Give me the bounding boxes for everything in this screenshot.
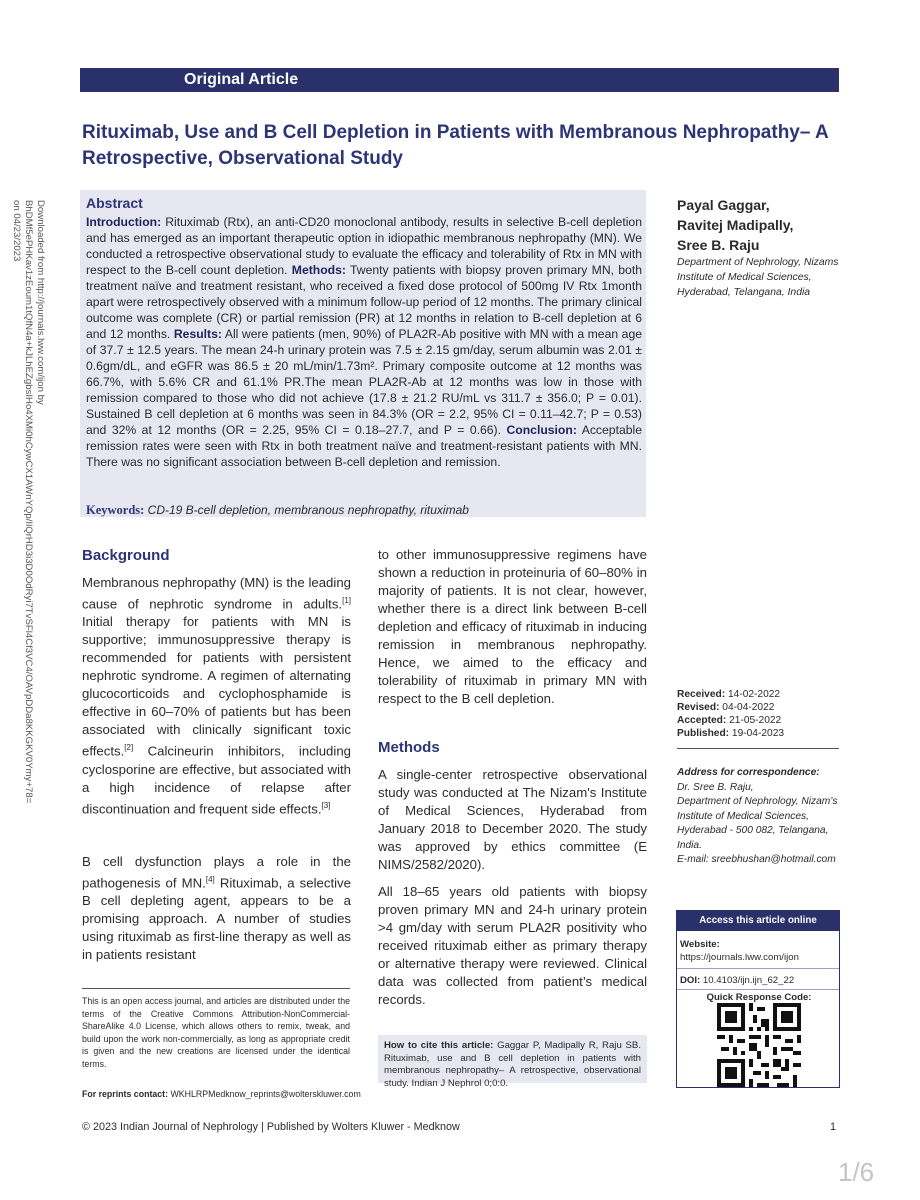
methods-paragraph-2: All 18–65 years old patients with biopsy proven primary MN and 24-h urinary protein >4 gm/day with serum PLA2R positivity who received rituximab either as primary therapy or alternative therapy were reviewed. Clinical data was collected from patient’s medical records. <box>378 884 647 1007</box>
correspondence-address: Department of Nephrology, Nizam’s Institute of Medical Sciences, Hyderabad - 500 082, Telangana, India. <box>677 796 838 851</box>
author-name: Sree B. Raju <box>677 237 760 253</box>
abstract-heading: Abstract <box>86 195 143 211</box>
reprints-contact <box>82 1089 361 1099</box>
reprints-label: For reprints contact: <box>82 1089 169 1099</box>
background-continued: to other immunosuppressive regimens have shown a reduction in proteinuria of 60–80% in majority of patients. It is not clear, however, whether there is a direct link between B-cell depletion and efficacy of rituximab in inducing remission in membranous nephropathy. Hence, we aimed to the efficacy and tolerability of rituximab in primary MN with respect to the B cell depletion. <box>378 547 647 706</box>
access-heading: Access this article online <box>677 911 839 931</box>
date-label: Received: <box>677 689 726 700</box>
background-paragraph-2 <box>82 853 351 964</box>
citation-ref[interactable]: [1] <box>342 596 351 605</box>
author-affiliation: Department of Nephrology, Nizams Institute of Medical Sciences, Hyderabad, Telangana, India <box>677 257 839 298</box>
date-label: Revised: <box>677 702 720 713</box>
received-date <box>677 688 784 701</box>
page-indicator: 1/6 <box>838 1157 875 1187</box>
author-name: Payal Gaggar, <box>677 197 770 213</box>
date-value: 04-04-2022 <box>719 702 775 713</box>
doi-link[interactable]: 10.4103/ijn.ijn_62_22 <box>700 975 795 986</box>
text-run: Initial therapy for patients with MN is supportive; immunosuppressive therapy is recommended for patients with persistent nephrotic syndrome. A regimen of alternating glucocorticoids and cyclophosphamide is effective in 60–70% of patients but has been associated with clinically significant toxic effects. <box>82 614 351 759</box>
date-value: 21-05-2022 <box>726 715 782 726</box>
text-run: B cell dysfunction plays a role in the pathogenesis of MN. <box>82 854 351 891</box>
text-run: Rituximab, a selective B cell depleting agent, appears to be a promising approach. A number of studies using rituximab as first-line therapy as well as in patients resistant <box>82 875 351 963</box>
intro-label: Introduction: <box>86 215 162 229</box>
citation-text: Gaggar P, Madipally R, Raju SB. Rituximab, use and B cell depletion in patients with membranous nephropathy– A retrospective, observational study. Indian J Nephrol 0;0:0. <box>384 1040 641 1089</box>
access-separator <box>677 968 839 969</box>
correspondence <box>677 766 847 868</box>
methods-text: Twenty patients with biopsy proven primary MN, both treatment naïve and treatment resistant, who received a fixed dose protocol of 500mg IV Rtx 1month apart were retrospectively observed with a minimum follow-up period of 12 months. The primary clinical outcome was complete (CR) or partial remission (PR) at 12 months in relation to B-cell depletion at 6 and 12 months. <box>86 263 642 341</box>
access-website <box>680 938 838 964</box>
keywords <box>86 503 469 518</box>
citation-ref[interactable]: [3] <box>321 800 331 810</box>
date-value: 14-02-2022 <box>725 689 781 700</box>
keywords-label: Keywords: <box>86 503 145 517</box>
qr-label: Quick Response Code: <box>706 992 812 1003</box>
published-date <box>677 727 784 740</box>
date-value: 19-04-2023 <box>729 728 785 739</box>
reprints-email[interactable]: WKHLRPMedknow_reprints@wolterskluwer.com <box>168 1089 361 1099</box>
date-label: Published: <box>677 728 730 739</box>
results-text: All were patients (men, 90%) of PLA2R-Ab positive with MN with a mean age of 37.7 ± 12.5 years. The mean 24-h urinary protein was 7.5 ± 2.15 gm/day, serum albumin was 2.01 ± 0.6gm/dL, and eGFR was 86.5 ± 20 mL/min/1.73m². Primary composite outcome at 12 months was 66.7%, with 5.6% CR and 61.1% PR.The mean PLA2R-Ab at 12 months was low in those with remission compared to those who did not achieve (17.8 ± 21.2 RU/mL vs 311.7 ± 356.0; P = 0.01). Sustained B cell depletion at 6 months was seen in 84.3% (OR = 2.2, 95% CI = 0.11–42.7; P = 0.53) and 32% at 12 months (OR = 2.25, 95% CI = 0.18–27.7, and P = 0.66). <box>86 327 643 437</box>
conclusion-text: Acceptable remission rates were seen with Rtx in both treatment naïve and treatment-resistant patients with MN. There was no significant association between B-cell depletion and remission. <box>86 423 642 469</box>
page-number: 1 <box>830 1121 837 1133</box>
citation-label: How to cite this article: <box>384 1040 494 1051</box>
rail-divider <box>677 748 839 749</box>
keywords-text: CD-19 B-cell depletion, membranous nephropathy, rituximab <box>147 503 469 517</box>
accepted-date <box>677 714 784 727</box>
website-link[interactable]: https://journals.lww.com/ijon <box>680 952 799 963</box>
footnote-divider <box>82 988 350 989</box>
citation-ref[interactable]: [4] <box>205 875 215 884</box>
results-label: Results: <box>173 327 222 341</box>
access-separator <box>677 989 839 990</box>
author-name: Ravitej Madipally, <box>677 217 794 233</box>
date-label: Accepted: <box>677 715 727 726</box>
section-label: Original Article <box>184 71 299 88</box>
author-list <box>677 195 793 255</box>
download-watermark: Downloaded from http://journals.lww.com/ijon by BhDMf5ePHKav1zEoum1tQfN4a+kJLhEZgbsIHo4XMi0hCywCX1AWnYQp/IlQrHD3i3D0OdRyi7TvSFl4Cf3VC4/OAVpDDa8KKGKV0Ymy+78= on 04/23/2023 <box>11 200 46 804</box>
methods-heading: Methods <box>378 739 440 756</box>
copyright-footer: © 2023 Indian Journal of Nephrology | Published by Wolters Kluwer - Medknow <box>82 1121 460 1133</box>
conclusion-label: Conclusion: <box>506 423 577 437</box>
methods-label: Methods: <box>291 263 346 277</box>
background-heading: Background <box>82 547 170 564</box>
doi-label: DOI: <box>680 975 701 986</box>
abstract-body <box>86 214 642 470</box>
text-run: Calcineurin inhibitors, including cyclosporine are effective, but associated with a high incidence of relapse after discontinuation and frequent side effects. <box>82 743 351 817</box>
revised-date <box>677 701 784 714</box>
license-text: This is an open access journal, and articles are distributed under the terms of the Creative Commons Attribution-NonCommercial-ShareAlike 4.0 License, which allows others to remix, tweak, and build upon the work non-commercially, as long as appropriate credit is given and the new creations are licensed under the identical terms. <box>82 996 350 1069</box>
access-doi <box>680 974 838 987</box>
correspondence-name: Dr. Sree B. Raju, <box>677 781 754 793</box>
citation-box <box>378 1035 647 1089</box>
correspondence-label: Address for correspondence: <box>677 767 820 778</box>
website-label: Website: <box>680 939 720 950</box>
qr-code-icon[interactable] <box>717 1003 801 1087</box>
text-run: Membranous nephropathy (MN) is the leading cause of nephrotic syndrome in adults. <box>82 575 351 612</box>
citation-ref[interactable]: [2] <box>124 743 134 753</box>
intro-text: Rituximab (Rtx), an anti-CD20 monoclonal antibody, results in selective B-cell depletion and has emerged as an important therapeutic option in idiopathic membranous nephropathy (MN). We conducted a retrospective observational study to evaluate the efficacy and tolerability of Rtx in MN with respect to the B-cell count depletion. <box>86 215 642 277</box>
correspondence-email[interactable]: E-mail: sreebhushan@hotmail.com <box>677 854 836 865</box>
article-dates <box>677 688 784 740</box>
background-paragraph-1 <box>82 574 351 818</box>
article-title: Rituximab, Use and B Cell Depletion in Patients with Membranous Nephropathy– A Retrospective, Observational Study <box>82 122 829 169</box>
methods-paragraph-1: A single-center retrospective observational study was conducted at The Nizam's Institute of Medical Sciences, Hyderabad from January 2018 to December 2020. The study was approved by ethics committee (E NIMS/2582/2020). <box>378 767 647 872</box>
